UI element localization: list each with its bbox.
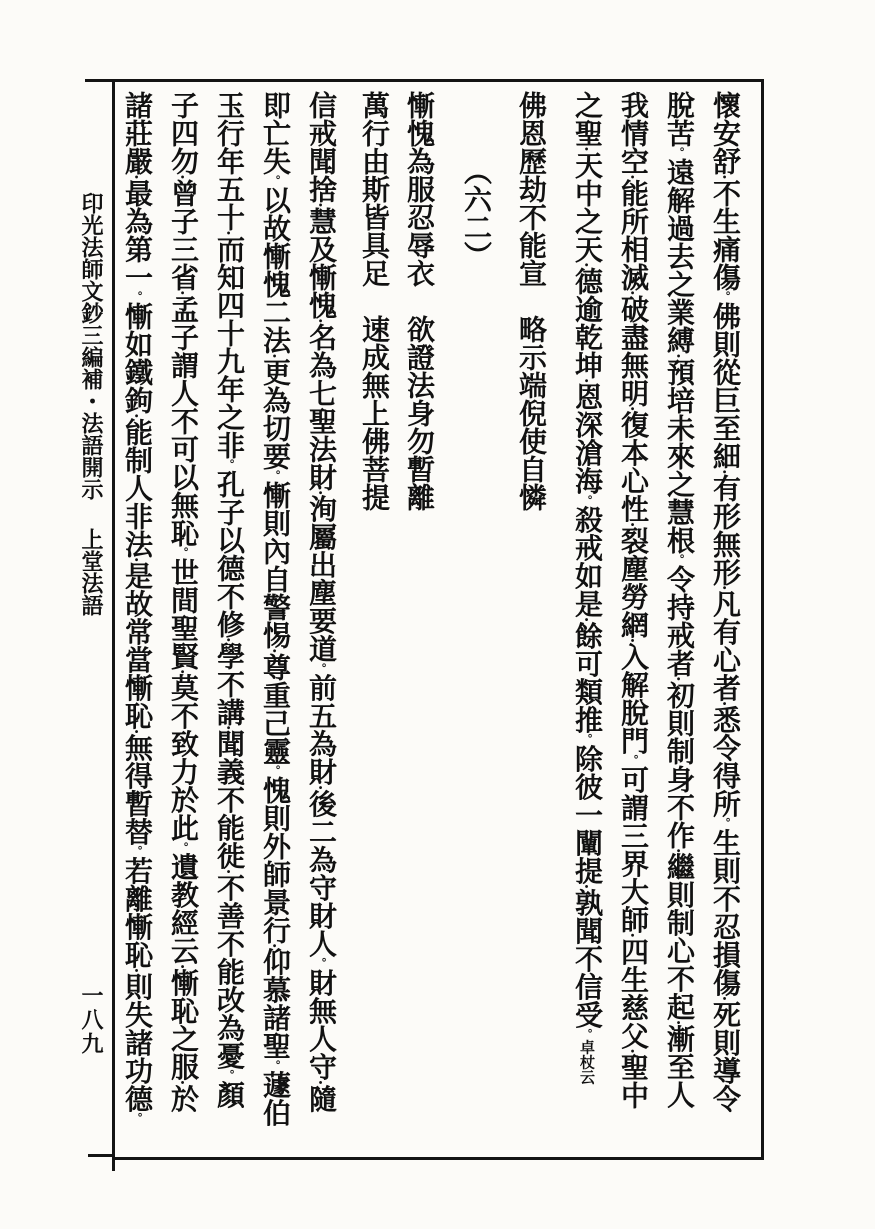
dot-punctuation-mark: •	[314, 203, 326, 207]
dot-punctuation-mark: •	[580, 262, 592, 267]
text-column: 懷安舒•不生痛傷。佛則從巨至細•有形無形•凡有心者•悉令得所。生則不忍損傷•死則導令	[709, 91, 740, 1113]
dot-punctuation-mark: •	[176, 175, 188, 179]
dot-punctuation-mark: •	[176, 1080, 188, 1085]
dot-punctuation-mark: •	[176, 669, 188, 674]
frame-line	[112, 1157, 115, 1171]
dot-punctuation-mark: •	[268, 648, 280, 653]
text-column: 脫苦。遠解過去之業縛•預培未來之慧根。令持戒者•初則制身不作•繼則制心不起•漸至人	[663, 91, 694, 1109]
text-column: 我情空•能所相滅•破盡無明•復本心性•裂塵勞網•入解脫門。可謂三界大師•四生慈父•聖中	[617, 91, 648, 1110]
circle-punctuation-mark: 。	[672, 553, 684, 565]
dot-punctuation-mark: •	[130, 968, 142, 973]
dot-punctuation-mark: •	[626, 175, 638, 179]
dot-punctuation-mark: •	[626, 933, 638, 938]
circle-punctuation-mark: 。	[176, 546, 188, 558]
page-number: 一八九	[79, 984, 104, 1056]
main-text-block	[116, 83, 757, 1151]
dot-punctuation-mark: •	[718, 175, 730, 179]
inline-small-annotation: 卓杖云	[578, 1039, 594, 1085]
circle-punctuation-mark: 。	[580, 733, 592, 745]
dot-punctuation-mark: •	[580, 884, 592, 889]
circle-punctuation-mark: 。	[268, 1059, 280, 1071]
dot-punctuation-mark: •	[718, 469, 730, 474]
circle-punctuation-mark: 。	[626, 754, 638, 766]
circle-punctuation-mark: 。	[268, 175, 280, 186]
dot-punctuation-mark: •	[314, 490, 326, 495]
dot-punctuation-mark: •	[580, 617, 592, 622]
circle-punctuation-mark: 。	[580, 494, 592, 506]
circle-punctuation-mark: 。	[718, 290, 730, 302]
dot-punctuation-mark: •	[672, 1020, 684, 1025]
text-column: 子四勿•曾子三省•孟子謂人不可以無恥。世間聖賢•莫不致力於此。遺教經云•慚恥之服•於	[167, 91, 198, 1113]
circle-punctuation-mark: 。	[672, 147, 684, 158]
dot-punctuation-mark: •	[626, 638, 638, 643]
circle-punctuation-mark: 。	[314, 957, 326, 969]
text-column: 即亡失。以故慚愧二法•更為切要。慚則內自警惕•尊重己靈。愧則外師景行•仰慕諸聖。蘧伯	[259, 91, 290, 1127]
dot-punctuation-mark: •	[130, 729, 142, 734]
dot-punctuation-mark: •	[718, 996, 730, 1001]
dot-punctuation-mark: •	[130, 413, 142, 418]
text-column: 諸莊嚴•最為第一。慚如鐵鉤•能制人非法•是故常當慚恥•無得暫替。若離慚恥•則失諸功德。	[121, 91, 152, 1124]
dot-punctuation-mark: •	[176, 290, 188, 295]
dot-punctuation-mark: •	[222, 637, 234, 642]
dot-punctuation-mark: •	[176, 964, 188, 969]
dot-punctuation-mark: •	[718, 585, 730, 590]
text-column: 玉行年五十•而知四十九年之非。孔子以德不修•學不講•聞義不能徙•不善不能改為憂。顏	[213, 91, 244, 1109]
circle-punctuation-mark: 。	[176, 841, 188, 853]
circle-punctuation-mark: 。	[130, 1112, 142, 1124]
dot-punctuation-mark: •	[314, 318, 326, 323]
text-column: 萬行由斯皆具足 速成無上佛菩提	[358, 91, 389, 511]
text-column: 佛恩歷劫不能宣 略示端倪使自憐	[515, 91, 546, 511]
circle-punctuation-mark: 。	[222, 458, 234, 470]
circle-punctuation-mark: 。	[314, 662, 326, 674]
text-column: （六二）	[460, 157, 491, 269]
section-title: 上堂法語	[79, 528, 104, 616]
dot-punctuation-mark: •	[672, 676, 684, 681]
dot-punctuation-mark: •	[314, 1080, 326, 1085]
dot-punctuation-mark: •	[718, 701, 730, 706]
circle-punctuation-mark: 。	[130, 845, 142, 857]
circle-punctuation-mark: 。	[222, 1069, 234, 1081]
frame-line	[85, 79, 115, 82]
dot-punctuation-mark: •	[580, 378, 592, 383]
dot-punctuation-mark: •	[626, 290, 638, 295]
dot-punctuation-mark: •	[672, 848, 684, 853]
dot-punctuation-mark: •	[314, 785, 326, 790]
dot-punctuation-mark: •	[268, 943, 280, 948]
dot-punctuation-mark: •	[222, 869, 234, 874]
dot-punctuation-mark: •	[626, 522, 638, 527]
dot-punctuation-mark: •	[222, 725, 234, 730]
frame-line	[88, 1154, 115, 1157]
dot-punctuation-mark: •	[130, 557, 142, 562]
circle-punctuation-mark: 。	[718, 817, 730, 829]
dot-punctuation-mark: •	[130, 175, 142, 179]
text-column: 之聖•天中之天•德逾乾坤•恩深滄海。殺戒如是•餘可類推。除彼一闡提•孰聞不信受。卓杖云	[571, 91, 602, 1085]
dot-punctuation-mark: •	[672, 354, 684, 358]
circle-punctuation-mark: 。	[130, 290, 142, 302]
circle-punctuation-mark: 。	[268, 764, 280, 776]
text-column: 慚愧為服忍辱衣 欲證法身勿暫離	[403, 91, 434, 511]
dot-punctuation-mark: •	[580, 147, 592, 151]
dot-punctuation-mark: •	[626, 1049, 638, 1054]
circle-punctuation-mark: 。	[580, 1028, 592, 1040]
dot-punctuation-mark: •	[626, 406, 638, 411]
dot-punctuation-mark: •	[222, 231, 234, 235]
book-title: 印光法師文鈔三編補・法語開示	[79, 192, 104, 500]
circle-punctuation-mark: 。	[268, 469, 280, 481]
running-title	[74, 192, 108, 616]
dot-punctuation-mark: •	[268, 354, 280, 358]
text-column: 信戒聞捨•慧及慚愧•名為七聖法財•洵屬出塵要道。前五為財•後二為守財人。財無人守•隨	[305, 91, 336, 1113]
